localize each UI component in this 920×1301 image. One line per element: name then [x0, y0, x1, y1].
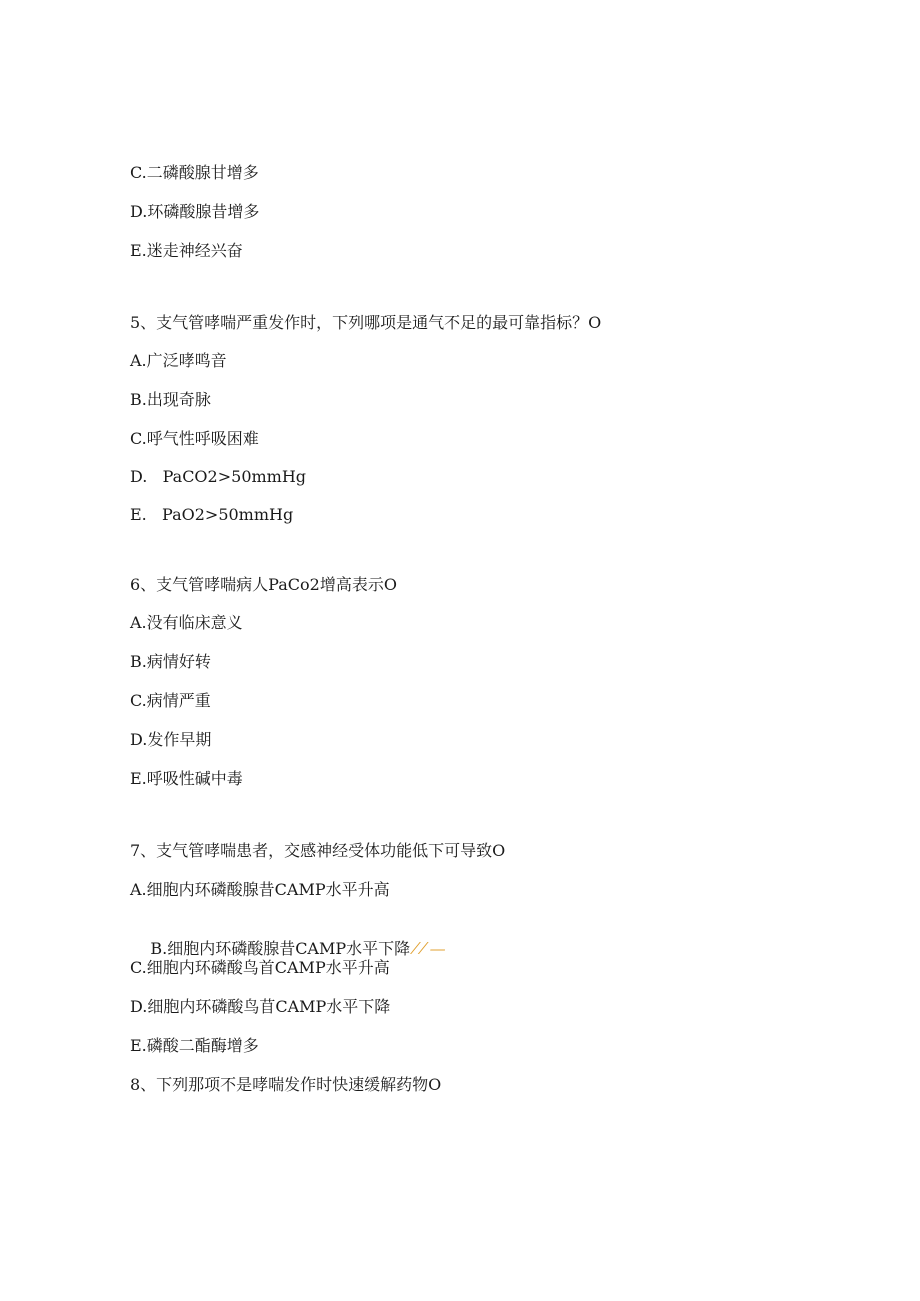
q5-option-e: E. PaO2>50mmHg — [130, 505, 294, 524]
q5-option-a: A.广泛哮鸣音 — [130, 351, 227, 370]
question-6: 6、支气管哮喘病人PaCo2增高表示O — [130, 575, 397, 594]
q7-option-a: A.细胞内环磷酸腺昔CAMP水平升高 — [130, 880, 390, 899]
q6-option-a: A.没有临床意义 — [130, 613, 243, 632]
q4-option-d: D.环磷酸腺昔增多 — [130, 202, 260, 221]
question-8: 8、下列那项不是哮喘发作时快速缓解药物O — [130, 1075, 442, 1094]
q7-option-d: D.细胞内环磷酸鸟苜CAMP水平下降 — [130, 997, 391, 1016]
q6-option-c: C.病情严重 — [130, 691, 211, 710]
handwritten-mark: ⁄ ⁄ — — [414, 939, 446, 958]
question-5: 5、支气管哮喘严重发作时，下列哪项是通气不足的最可靠指标？O — [130, 313, 602, 332]
q4-option-e: E.迷走神经兴奋 — [130, 241, 243, 260]
q6-option-b: B.病情好转 — [130, 652, 211, 671]
q6-option-e: E.呼吸性碱中毒 — [130, 769, 243, 788]
q5-option-d: D. PaCO2>50mmHg — [130, 467, 307, 486]
q7-option-b: B.细胞内环磷酸腺昔CAMP水平下降 — [150, 939, 411, 958]
q7-option-e: E.磷酸二酯酶增多 — [130, 1036, 259, 1055]
q6-option-d: D.发作早期 — [130, 730, 212, 749]
q5-option-c: C.呼气性呼吸困难 — [130, 429, 259, 448]
q4-option-c: C.二磷酸腺甘增多 — [130, 163, 259, 182]
q5-option-b: B.出现奇脉 — [130, 390, 211, 409]
question-7: 7、支气管哮喘患者，交感神经受体功能低下可导致O — [130, 841, 506, 860]
q7-option-c: C.细胞内环磷酸鸟首CAMP水平升高 — [130, 958, 390, 977]
